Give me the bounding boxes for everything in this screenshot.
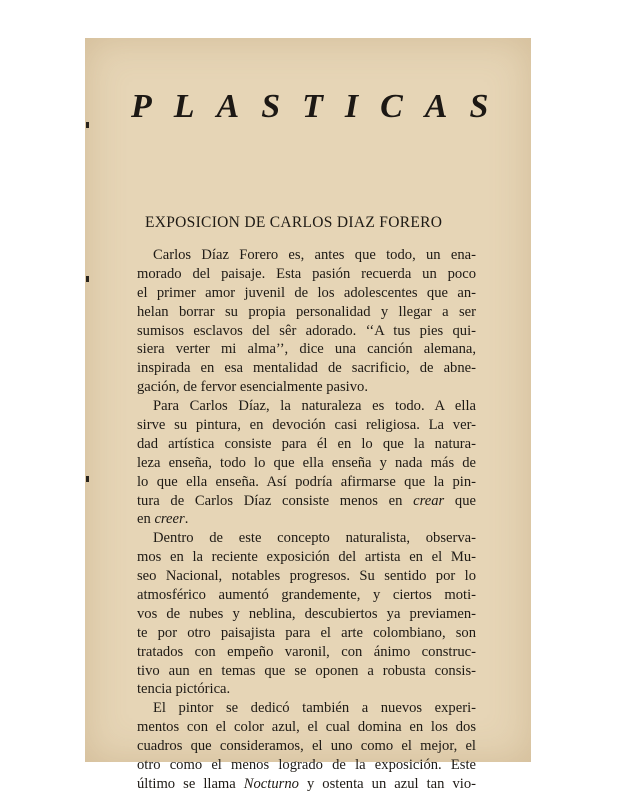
text-line-mixed [137, 510, 476, 529]
italic-word: creer [154, 511, 185, 528]
text-line: tratados con empeño varonil, con ánimo construc- [137, 643, 476, 660]
text-line: tivo aun en temas que se oponen a robusta consis- [137, 662, 476, 679]
section-title: PLASTICAS [131, 88, 511, 125]
text-line: tencia pictórica. [137, 681, 231, 698]
binding-mark [86, 276, 89, 282]
binding-mark [86, 476, 89, 482]
text-segment: en [137, 511, 155, 528]
text-line: mos en la reciente exposición del artista en el Mu- [137, 549, 476, 566]
text-line: otro como el menos logrado de la exposición. Este [137, 757, 476, 774]
text-line: gación, de fervor esencialmente pasivo. [137, 379, 368, 396]
text-line: siera verter mi alma’’, dice una canción alemana, [137, 341, 476, 358]
text-line: El pintor se dedicó también a nuevos experi- [153, 700, 476, 717]
text-line: cuadros que consideramos, el uno como el mejor, el [137, 738, 476, 755]
text-line: lo que ella enseña. Así podría afirmarse que la pin- [137, 473, 476, 490]
binding-mark [86, 122, 89, 128]
text-line: Carlos Díaz Forero es, antes que todo, un ena- [153, 247, 476, 263]
text-line: Dentro de este concepto naturalista, observa- [153, 530, 476, 547]
text-line: sirve su pintura, en devoción casi religiosa. La ver- [137, 417, 476, 434]
text-line: morado del paisaje. Esta pasión recuerda un poco [137, 265, 476, 282]
italic-word: crear [413, 492, 445, 509]
text-line: seo Nacional, notables progresos. Su sentido por lo [137, 568, 476, 585]
text-segment: tura de Carlos Díaz consiste menos en [137, 492, 414, 509]
text-line-mixed [137, 492, 476, 511]
text-segment: . [184, 511, 189, 528]
article-title: EXPOSICION DE CARLOS DIAZ FORERO [145, 214, 443, 231]
text-segment: y ostenta un azul tan vio- [298, 775, 476, 792]
italic-word: Nocturno [243, 775, 299, 792]
text-line: vos de nubes y neblina, descubiertos ya previamen- [137, 605, 476, 622]
text-segment: que [444, 492, 476, 509]
text-line: helan borrar su propia personalidad y llegar a ser [137, 303, 476, 320]
text-line: leza enseña, todo lo que ella enseña y nada más de [137, 454, 476, 471]
text-line: dad artística consiste para él en lo que la natura- [137, 435, 476, 452]
text-line: mentos con el color azul, el cual domina en los dos [137, 719, 476, 736]
text-line: el primer amor juvenil de los adolescentes que an- [137, 284, 476, 301]
text-line: atmosférico aumentó grandemente, y ciertos moti- [137, 587, 476, 604]
text-line: inspirada en esa mentalidad de sacrificio, de abne- [137, 360, 476, 377]
document-page [85, 38, 531, 792]
text-line: Para Carlos Díaz, la naturaleza es todo. A ella [153, 398, 476, 415]
text-line-mixed [137, 775, 476, 794]
text-line: te por otro paisajista para el arte colombiano, son [137, 624, 476, 641]
text-line: sumisos esclavos del sêr adorado. ‘‘A tus pies qui- [137, 322, 476, 339]
article-body [137, 246, 476, 794]
text-segment: último se llama [137, 775, 244, 792]
